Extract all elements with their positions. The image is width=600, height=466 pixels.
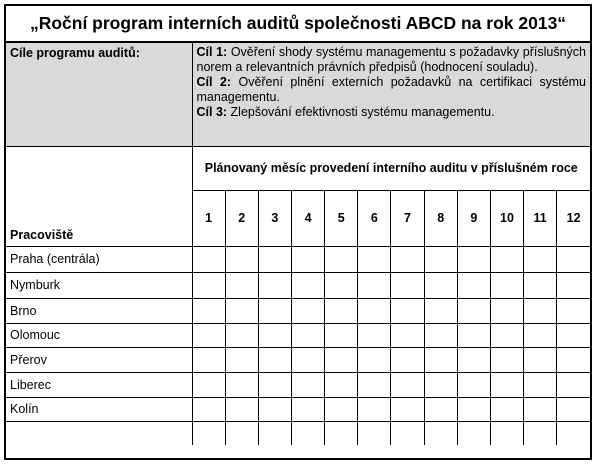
month-cell[interactable] [524, 347, 557, 372]
table-row [6, 298, 590, 323]
month-cell[interactable] [225, 272, 258, 298]
month-header: 12 [557, 190, 590, 246]
month-cell[interactable] [258, 397, 291, 421]
month-cell[interactable] [258, 347, 291, 372]
month-cell[interactable] [391, 323, 424, 347]
month-cell[interactable] [557, 347, 590, 372]
month-cell[interactable] [225, 397, 258, 421]
site-name: Praha (centrála) [6, 246, 192, 272]
month-header: 6 [358, 190, 391, 246]
month-cell[interactable] [358, 272, 391, 298]
month-cell[interactable] [557, 272, 590, 298]
goal-item: Cíl 3: Zlepšování efektivnosti systému managementu. [196, 105, 495, 119]
month-cell[interactable] [490, 298, 523, 323]
month-cell[interactable] [490, 272, 523, 298]
month-cell[interactable] [524, 323, 557, 347]
month-cell[interactable] [258, 372, 291, 397]
month-cell[interactable] [457, 372, 490, 397]
month-cell[interactable] [358, 323, 391, 347]
month-cell[interactable] [424, 323, 457, 347]
month-cell[interactable] [325, 246, 358, 272]
month-cell[interactable] [424, 246, 457, 272]
document-title: „Roční program interních auditů společnosti ABCD na rok 2013“ [6, 6, 590, 43]
month-cell[interactable] [192, 272, 225, 298]
month-cell[interactable] [325, 372, 358, 397]
month-header: 4 [291, 190, 324, 246]
month-header: 10 [490, 190, 523, 246]
month-header: 2 [225, 190, 258, 246]
audit-program-table [6, 43, 590, 445]
goal-item: Cíl 2: Ověření plnění externích požadavků na certifikaci systému managementu. [196, 75, 587, 104]
month-cell[interactable] [424, 397, 457, 421]
month-cell[interactable] [192, 421, 225, 445]
site-name: Nymburk [6, 272, 192, 298]
month-cell[interactable] [524, 272, 557, 298]
month-cell[interactable] [325, 298, 358, 323]
month-cell[interactable] [424, 272, 457, 298]
site-name [6, 421, 192, 445]
site-name: Liberec [6, 372, 192, 397]
month-cell[interactable] [457, 246, 490, 272]
month-cell[interactable] [358, 421, 391, 445]
month-cell[interactable] [524, 397, 557, 421]
month-cell[interactable] [325, 323, 358, 347]
month-cell[interactable] [291, 272, 324, 298]
month-cell[interactable] [192, 298, 225, 323]
goals-label [6, 43, 192, 146]
label-column-blank [6, 146, 192, 190]
month-cell[interactable] [291, 246, 324, 272]
month-cell[interactable] [557, 421, 590, 445]
plan-header: Plánovaný měsíc provedení interního auditu v příslušném roce [192, 146, 590, 190]
month-cell[interactable] [258, 421, 291, 445]
month-cell[interactable] [490, 372, 523, 397]
month-cell[interactable] [524, 372, 557, 397]
month-cell[interactable] [192, 347, 225, 372]
month-header: 3 [258, 190, 291, 246]
month-cell[interactable] [291, 323, 324, 347]
site-name: Olomouc [6, 323, 192, 347]
month-cell[interactable] [424, 298, 457, 323]
month-cell[interactable] [225, 347, 258, 372]
month-cell[interactable] [457, 347, 490, 372]
month-cell[interactable] [524, 298, 557, 323]
table-row [6, 372, 590, 397]
table-row [6, 421, 590, 445]
month-cell[interactable] [192, 372, 225, 397]
month-cell[interactable] [192, 397, 225, 421]
month-cell[interactable] [557, 246, 590, 272]
month-cell[interactable] [258, 323, 291, 347]
month-cell[interactable] [457, 397, 490, 421]
month-cell[interactable] [225, 323, 258, 347]
month-cell[interactable] [457, 421, 490, 445]
month-cell[interactable] [258, 246, 291, 272]
month-cell[interactable] [192, 323, 225, 347]
month-cell[interactable] [557, 323, 590, 347]
month-header-row [6, 190, 590, 246]
site-name: Brno [6, 298, 192, 323]
month-cell[interactable] [391, 246, 424, 272]
month-header: 8 [424, 190, 457, 246]
site-name: Kolín [6, 397, 192, 421]
month-header: 5 [325, 190, 358, 246]
month-cell[interactable] [490, 397, 523, 421]
month-cell[interactable] [325, 421, 358, 445]
month-cell[interactable] [457, 298, 490, 323]
month-header: 1 [192, 190, 225, 246]
month-cell[interactable] [490, 347, 523, 372]
goals-label-text: Cíle programu auditů: [10, 46, 140, 60]
month-cell[interactable] [391, 397, 424, 421]
month-cell[interactable] [325, 397, 358, 421]
month-cell[interactable] [424, 347, 457, 372]
month-cell[interactable] [557, 397, 590, 421]
month-cell[interactable] [291, 347, 324, 372]
table-row [6, 323, 590, 347]
table-row [6, 246, 590, 272]
table-row [6, 272, 590, 298]
month-cell[interactable] [391, 298, 424, 323]
month-cell[interactable] [457, 323, 490, 347]
month-cell[interactable] [391, 347, 424, 372]
table-row [6, 347, 590, 372]
goals-text [192, 43, 590, 146]
month-cell[interactable] [490, 421, 523, 445]
month-cell[interactable] [524, 246, 557, 272]
month-cell[interactable] [424, 372, 457, 397]
audit-program-document [4, 4, 592, 460]
month-cell[interactable] [358, 397, 391, 421]
month-cell[interactable] [524, 421, 557, 445]
month-cell[interactable] [557, 298, 590, 323]
month-cell[interactable] [291, 372, 324, 397]
goal-item: Cíl 1: Ověření shody systému managementu s požadavky příslušných norem a relevantních právních předpisů (hodnocení souladu). [196, 45, 586, 74]
month-cell[interactable] [291, 298, 324, 323]
month-cell[interactable] [424, 421, 457, 445]
month-cell[interactable] [325, 347, 358, 372]
month-header: 7 [391, 190, 424, 246]
month-cell[interactable] [258, 272, 291, 298]
month-cell[interactable] [225, 298, 258, 323]
month-cell[interactable] [192, 246, 225, 272]
month-cell[interactable] [358, 298, 391, 323]
month-cell[interactable] [258, 298, 291, 323]
month-header: 9 [457, 190, 490, 246]
month-cell[interactable] [391, 272, 424, 298]
month-cell[interactable] [557, 372, 590, 397]
month-cell[interactable] [358, 372, 391, 397]
month-cell[interactable] [391, 421, 424, 445]
month-cell[interactable] [391, 372, 424, 397]
month-cell[interactable] [225, 372, 258, 397]
month-cell[interactable] [358, 347, 391, 372]
month-cell[interactable] [490, 323, 523, 347]
month-cell[interactable] [225, 246, 258, 272]
month-cell[interactable] [358, 246, 391, 272]
month-cell[interactable] [325, 272, 358, 298]
sites-header: Pracoviště [6, 190, 192, 246]
site-name: Přerov [6, 347, 192, 372]
month-header: 11 [524, 190, 557, 246]
month-cell[interactable] [490, 246, 523, 272]
month-cell[interactable] [457, 272, 490, 298]
table-row [6, 397, 590, 421]
month-cell[interactable] [291, 421, 324, 445]
month-cell[interactable] [225, 421, 258, 445]
month-cell[interactable] [291, 397, 324, 421]
